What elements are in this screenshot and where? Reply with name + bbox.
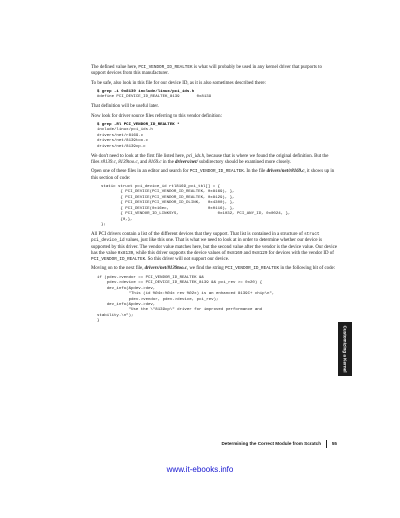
chapter-thumb-label: Customizing a Kernel xyxy=(342,325,348,373)
paragraph-look-device-id: To be safe, also look in this file for our device ID, as it is also sometimes described there: xyxy=(91,80,266,86)
text: , while this driver supports the device values of xyxy=(133,250,227,256)
text: subdirectory should be examined more closely. xyxy=(197,159,292,165)
code-block-grep-vendor xyxy=(97,123,337,150)
shell-output: include/linux/pci_ids.h drivers/net/r8169.c drivers/net/8139too.c drivers/net/8139cp.c xyxy=(97,128,153,149)
page-number: 55 xyxy=(331,441,337,446)
text: , it shows up in this section of code: xyxy=(91,169,335,181)
text: , xyxy=(115,159,119,165)
paragraph-pci-drivers xyxy=(91,232,337,263)
page-body xyxy=(91,65,337,328)
code-block-8139too: if (pdev->vendor == PCI_VENDOR_ID_REALTEK && pdev->device == PCI_DEVICE_ID_REALTEK_8139 && pci_rev >= 0x20) { dev_info(&pdev->dev, "This (id %04x:%04x rev %02x) is an enhanced 8139C+ chip\n", pdev->vendor, pdev->device, pci_rev); dev_info(&pdev->dev, "Use the \"8139cp\" driver for improved performance and stability.\n"); } xyxy=(97,275,275,324)
text: Open one of these files in an editor and search for xyxy=(91,169,190,175)
text: for devices with the vendor ID of xyxy=(267,250,334,256)
code-block-pci-table: static struct pci_device_id rtl8169_pci_tbl[] = { { PCI_DEVICE(PCI_VENDOR_ID_REALTEK, 0x8169), }, { PCI_DEVICE(PCI_VENDOR_ID_REALTEK, 0x8129), }, { PCI_DEVICE(PCI_VENDOR_ID_DLINK, 0x4300), }, { PCI_DEVICE(0x16ec, 0x0116), }, { PCI_VENDOR_ID_LINKSYS, 0x1032, PCI_ANY_ID, 0x0024, }, {0,}, }; xyxy=(101,184,291,228)
inline-code: PCI_VENDOR_ID_REALTEK xyxy=(138,65,193,70)
text: and xyxy=(242,250,252,256)
paragraph-definition-useful: That definition will be useful later. xyxy=(91,104,159,110)
inline-code: struct pci_device_id xyxy=(91,231,320,244)
text: . So this driver will not support our device. xyxy=(145,257,230,263)
text: in the following bit of code: xyxy=(279,266,336,272)
text: , and xyxy=(137,159,149,165)
file-name: 8169.c xyxy=(148,159,162,165)
chapter-thumb-tab xyxy=(338,322,352,376)
text: in the xyxy=(161,159,175,165)
inline-code: PCI_VENDOR_ID_REALTEK xyxy=(91,257,146,263)
footer-divider xyxy=(326,440,327,448)
text: We don't need to look at the first file listed here, xyxy=(91,153,187,159)
file-path: drivers/net/8139too.c xyxy=(144,266,187,272)
text: , because that is where we found the original definition. But the files xyxy=(91,153,329,165)
paragraph-vendor-define xyxy=(91,65,337,78)
inline-code: 0x8169 xyxy=(226,250,243,256)
watermark-link[interactable]: www.it-ebooks.info xyxy=(166,465,234,474)
text: All PCI drivers contain a list of the different devices that they support. That list is contained in a structure of xyxy=(91,231,305,237)
page-footer xyxy=(180,441,337,449)
text: . In the file xyxy=(243,169,267,175)
code-block-grep-device xyxy=(97,90,337,101)
text: , we find the string xyxy=(186,266,225,272)
file-name: r8139.c xyxy=(100,159,116,165)
inline-code: 0x8139 xyxy=(117,250,134,256)
shell-output: #define PCI_DEVICE_ID_REALTEK_8139 0x8139 xyxy=(97,95,212,100)
footer-section-title: Determining the Correct Module from Scratch xyxy=(221,441,321,446)
text: The defined value here, xyxy=(91,65,139,70)
text: Moving on to the next file, xyxy=(91,266,145,272)
inline-code: PCI_VENDOR_ID_REALTEK xyxy=(189,169,244,175)
paragraph-open-file xyxy=(91,169,337,182)
shell-command: $ grep -Rl PCI_VENDOR_ID_REALTEK * xyxy=(97,122,180,127)
file-name: 8139too.c xyxy=(118,159,138,165)
paragraph-next-file xyxy=(91,266,337,272)
shell-command: $ grep -i 0x8139 include/linux/pci_ids.h xyxy=(97,89,195,94)
file-name: pci_ids.h xyxy=(186,153,205,159)
inline-code: 0x8129 xyxy=(251,250,268,256)
file-path: drivers/net/r8169.c xyxy=(266,169,305,175)
text: values, just like this one. That is what we need to look at in order to determine whether our device is supported by this driver. The vendor value matches here, but the second value after the vendor is the device value. Our device has the value xyxy=(91,238,337,256)
text: is what will probably be used in any kernel driver that purports to support devices from this manufacturer. xyxy=(91,65,322,77)
directory-name: drivers/net/ xyxy=(175,159,198,165)
paragraph-look-driver-files: Now look for driver source files referring to this vendor definition: xyxy=(91,113,222,119)
paragraph-first-file xyxy=(91,154,337,167)
inline-code: PCI_VENDOR_ID_REALTEK xyxy=(224,266,280,272)
